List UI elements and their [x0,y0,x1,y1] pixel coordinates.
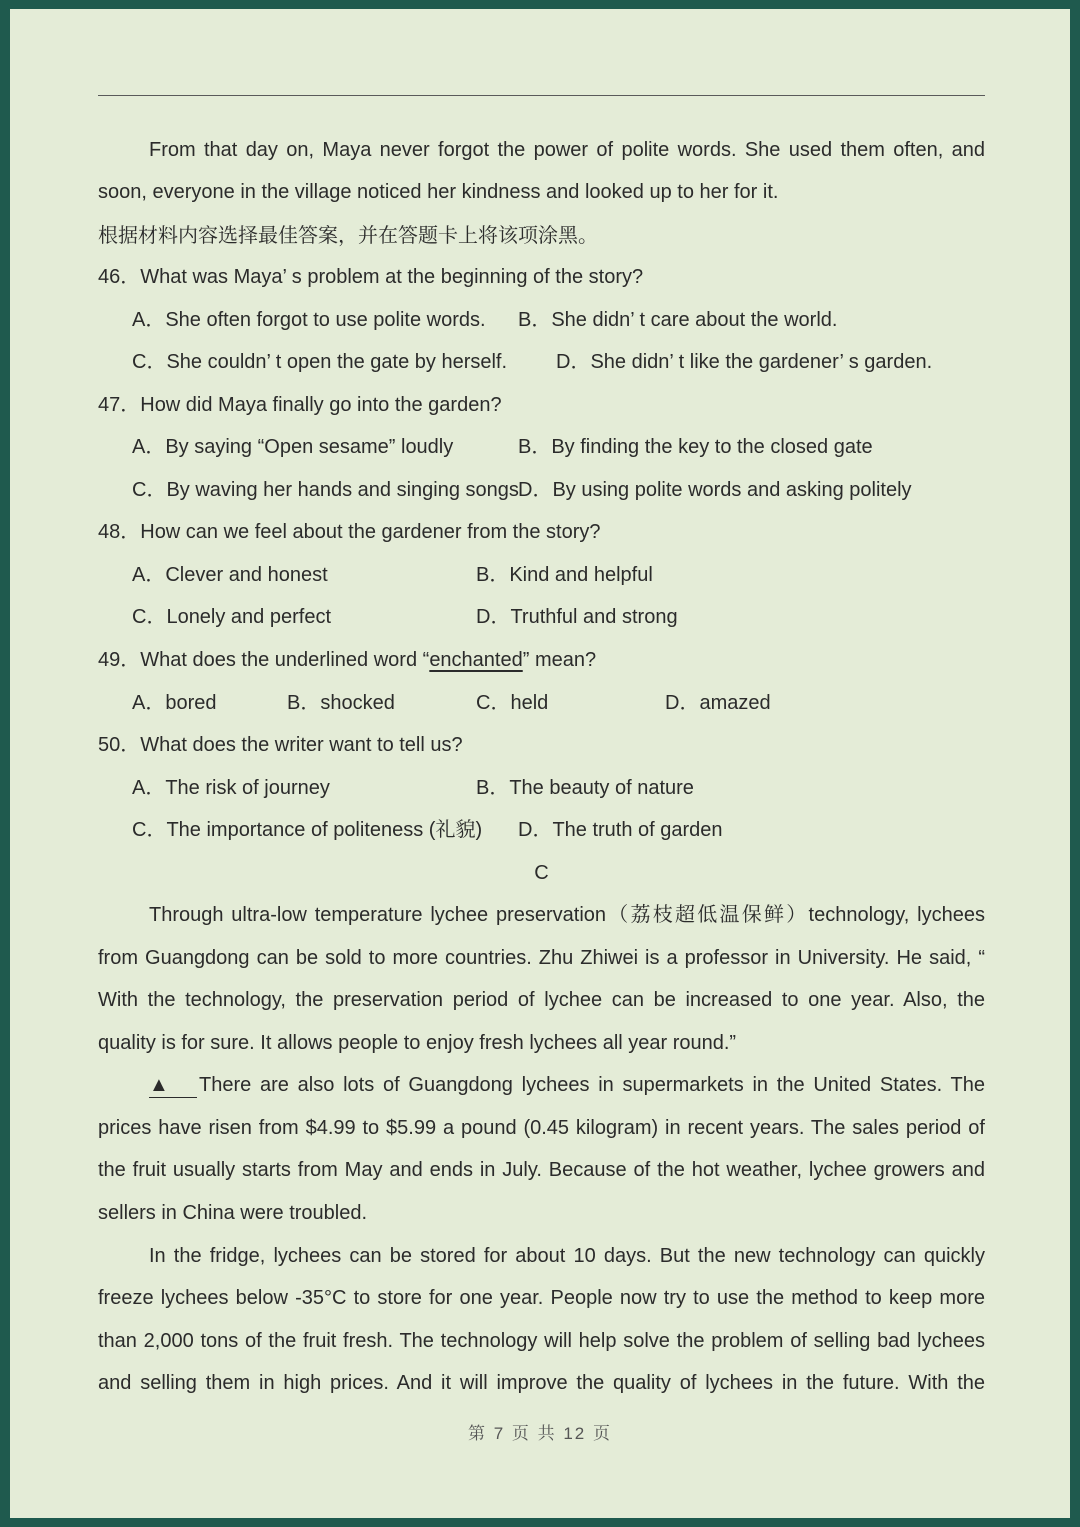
question-48-stem: 48．How can we feel about the gardener from the story? [98,521,601,543]
question-49-stem-start: 49．What does the underlined word “ [98,649,430,671]
option-c[interactable]: C．By waving her hands and singing songs [132,479,519,501]
header-rule [98,95,985,96]
paragraph-line: prices have risen from $4.99 to $5.99 a pound (0.45 kilogram) in recent years. The sales period of [98,1117,985,1139]
underlined-word: enchanted [429,649,523,671]
paragraph-line: With the technology, the preservation period of lychee can be increased to one year. Also, the [98,989,985,1011]
question-47-options [98,432,985,462]
paragraph-line: In the fridge, lychees can be stored for about 10 days. But the new technology can quickly [149,1245,985,1267]
question-50-stem: 50．What does the writer want to tell us? [98,734,463,756]
option-b[interactable]: B．shocked [287,692,395,714]
option-d[interactable]: D．amazed [665,692,771,714]
paragraph-line: than 2,000 tons of the fruit fresh. The technology will help solve the problem of selling bad lychees [98,1330,985,1352]
question-48-options [98,602,985,632]
paragraph-line: sellers in China were troubled. [98,1202,368,1224]
option-c[interactable]: C．held [476,692,549,714]
option-d[interactable]: D．The truth of garden [518,819,723,841]
option-a[interactable]: A．bored [132,692,217,714]
exam-page [10,9,1070,1518]
answer-blank[interactable]: ▲ [149,1073,197,1098]
question-49-options [98,688,985,718]
paragraph-line: From that day on, Maya never forgot the power of polite words. She used them often, and [149,139,985,161]
option-b[interactable]: B．By finding the key to the closed gate [518,436,873,458]
paragraph-line: Through ultra-low temperature lychee preservation（荔枝超低温保鲜）technology, lychees [149,904,985,926]
question-50-options [98,815,985,845]
option-b[interactable]: B．She didn’ t care about the world. [518,309,838,331]
question-50-options [98,773,985,803]
option-a[interactable]: A．The risk of journey [132,777,330,799]
paragraph-line: quality is for sure. It allows people to enjoy fresh lychees all year round.” [98,1032,737,1054]
question-49-stem-end: ” mean? [522,649,597,671]
option-c[interactable]: C．Lonely and perfect [132,606,332,628]
option-b[interactable]: B．Kind and helpful [476,564,653,586]
section-heading: C [534,862,549,884]
option-b[interactable]: B．The beauty of nature [476,777,694,799]
option-a[interactable]: A．By saying “Open sesame” loudly [132,436,454,458]
question-47-stem: 47．How did Maya finally go into the garden? [98,394,502,416]
option-a[interactable]: A．She often forgot to use polite words. [132,309,486,331]
paragraph-line: the fruit usually starts from May and ends in July. Because of the hot weather, lychee growers and [98,1159,985,1181]
option-c[interactable]: C．She couldn’ t open the gate by herself. [132,351,508,373]
question-46-options [98,347,985,377]
question-46-options [98,305,985,335]
option-a[interactable]: A．Clever and honest [132,564,328,586]
page-number: 第 7 页 共 12 页 [468,1424,612,1443]
question-48-options [98,560,985,590]
instruction: 根据材料内容选择最佳答案，并在答题卡上将该项涂黑。 [98,225,598,247]
question-49-stem [98,645,985,675]
paragraph-line: and selling them in high prices. And it will improve the quality of lychees in the future. With the [98,1372,985,1394]
paragraph-line: from Guangdong can be sold to more countries. Zhu Zhiwei is a professor in University. He said, “ [98,947,985,969]
question-47-options [98,475,985,505]
option-d[interactable]: D．By using polite words and asking politely [518,479,912,501]
paragraph-line [98,1070,985,1100]
option-d[interactable]: D．She didn’ t like the gardener’ s garden. [556,351,933,373]
option-c[interactable]: C．The importance of politeness (礼貌) [132,819,483,841]
paragraph-text: There are also lots of Guangdong lychees in supermarkets in the United States. The [199,1074,985,1096]
paragraph-line: soon, everyone in the village noticed her kindness and looked up to her for it. [98,181,779,203]
option-d[interactable]: D．Truthful and strong [476,606,678,628]
question-46-stem: 46．What was Maya’ s problem at the beginning of the story? [98,266,644,288]
paragraph-line: freeze lychees below -35°C to store for one year. People now try to use the method to keep more [98,1287,985,1309]
